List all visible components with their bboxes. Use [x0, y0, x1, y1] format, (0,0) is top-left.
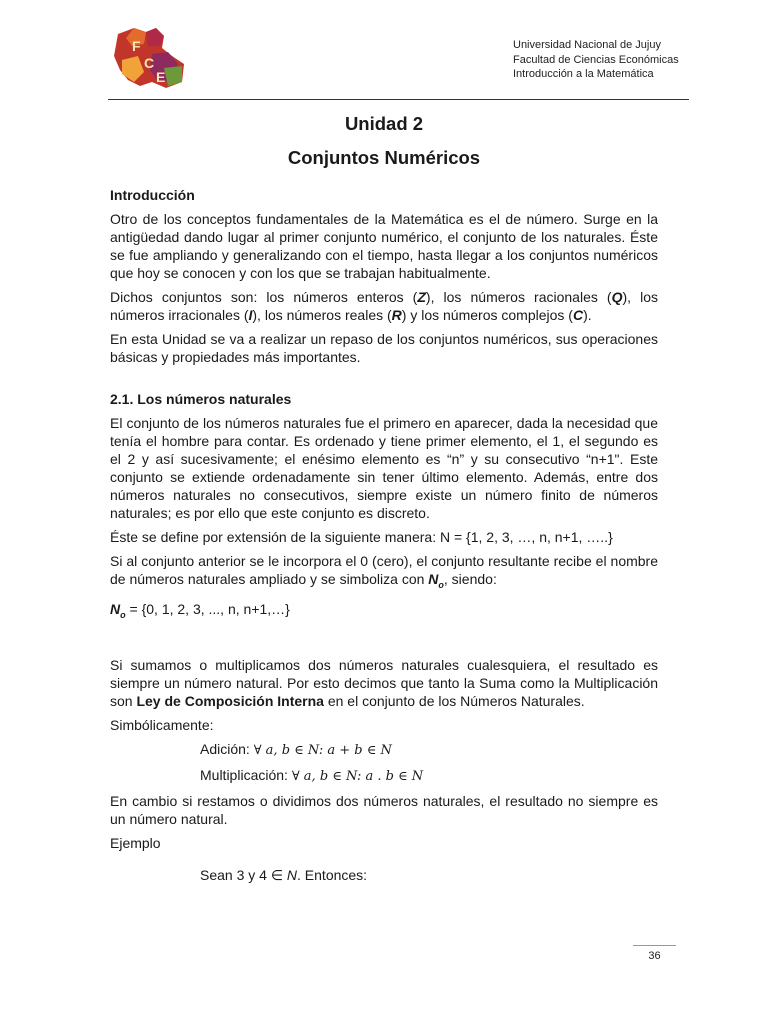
logo-letter-f: F: [132, 38, 141, 54]
logo-letter-e: E: [156, 69, 166, 85]
logo-letter-c: C: [144, 55, 155, 71]
page-number: 36: [648, 950, 661, 962]
multiplication-rule: [110, 766, 658, 786]
naturales-paragraph-3: [110, 552, 658, 594]
text: Dichos conjuntos son: los números enteros (: [110, 289, 418, 305]
intro-paragraph-1: Otro de los conceptos fundamentales de la Matemática es el de número. Surge en la antigüedad dando lugar al primer conjunto numérico, el conjunto de los naturales. Éste se fue ampliando y generalizando con el tiempo, hasta llegar a los conjuntos numéricos que hoy se conocen y con los que se trabajan habitualmente.: [110, 211, 658, 281]
text: ).: [583, 307, 592, 323]
university-name: Universidad Nacional de Jujuy: [513, 39, 661, 51]
header-divider: [108, 99, 689, 100]
unit-subtitle: Conjuntos Numéricos: [287, 147, 481, 168]
text: , siendo:: [443, 571, 497, 587]
unit-title: Unidad 2: [344, 113, 424, 134]
bold-term: Ley de Composición Interna: [136, 692, 324, 709]
subscript: o: [438, 579, 444, 590]
section-heading-naturales: 2.1. Los números naturales: [110, 391, 292, 407]
naturales-extended-set: [110, 600, 658, 624]
text: Sean 3 y 4: [200, 866, 271, 883]
example-label: Ejemplo: [110, 834, 161, 851]
footer-divider: [633, 945, 676, 946]
addition-rule: [110, 740, 658, 760]
intro-heading: Introducción: [110, 187, 195, 203]
element-of-symbol: ∈: [270, 866, 284, 883]
text: ), los números racionales (: [425, 289, 612, 305]
symbol-n: N: [283, 866, 298, 883]
text: = {0, 1, 2, 3, ..., n, n+1,…}: [125, 600, 290, 617]
text: . Entonces:: [297, 866, 368, 883]
text: ), los números irracionales (: [110, 289, 659, 323]
institution-block: [513, 38, 679, 82]
text: en el conjunto de los Números Naturales.: [323, 692, 585, 709]
symbolic-label: Simbólicamente:: [110, 716, 214, 733]
intro-paragraph-3: En esta Unidad se va a realizar un repaso de los conjuntos numéricos, sus operaciones básicas y propiedades más importantes.: [110, 331, 658, 365]
symbol-c: C: [572, 307, 584, 323]
symbol-i: I: [248, 307, 253, 323]
symbol-n0: N: [428, 571, 439, 587]
course-name: Introducción a la Matemática: [513, 68, 654, 80]
subscript: o: [120, 609, 126, 620]
label: Adición:: [200, 740, 254, 757]
faculty-name: Facultad de Ciencias Económicas: [513, 53, 679, 66]
naturales-paragraph-5: [110, 656, 658, 710]
text: ), los números reales (: [252, 307, 392, 323]
text: Si al conjunto anterior se le incorpora el 0 (cero), el conjunto resultante recibe el nombre de números naturales ampliado y se simboliza con: [110, 553, 658, 587]
naturales-definition: Éste se define por extensión de la siguiente manera: N = {1, 2, 3, …, n, n+1, …..}: [110, 529, 613, 545]
intro-paragraph-2: [110, 288, 658, 324]
example-statement: [110, 866, 658, 884]
text: ) y los números complejos (: [401, 307, 573, 323]
symbol-q: Q: [611, 289, 623, 305]
naturales-paragraph-6: En cambio si restamos o dividimos dos números naturales, el resultado no siempre es un número natural.: [110, 792, 658, 827]
main-content: [110, 112, 658, 884]
text: Si sumamos o multiplicamos dos números naturales cualesquiera, el resultado es siempre un número natural. Por esto decimos que tanto la Suma como la Multiplicación son: [110, 656, 658, 709]
symbol-r: R: [391, 307, 402, 323]
faculty-logo: [112, 24, 186, 90]
math-expression: ∀ a, b ∈ N: a . b ∈ N: [291, 768, 424, 784]
symbol-z: Z: [417, 289, 426, 305]
label: Multiplicación:: [200, 766, 292, 783]
symbol-n0: N: [110, 600, 121, 617]
math-expression: ∀ a, b ∈ N: a + b ∈ N: [253, 742, 392, 758]
naturales-paragraph-1: El conjunto de los números naturales fue el primero en aparecer, dada la necesidad que tenía el hombre para contar. Es ordenado y tiene primer elemento, el 1, el segundo es el 2 y así sucesivamente; el enésimo elemento es “n” y su consecutivo “n+1". Este conjunto se extiende ordenadamente sin tener último elemento. Además, entre dos números naturales no consecutivos, siempre existe un número finito de números naturales; es por ello que este conjunto es discreto.: [110, 415, 658, 521]
